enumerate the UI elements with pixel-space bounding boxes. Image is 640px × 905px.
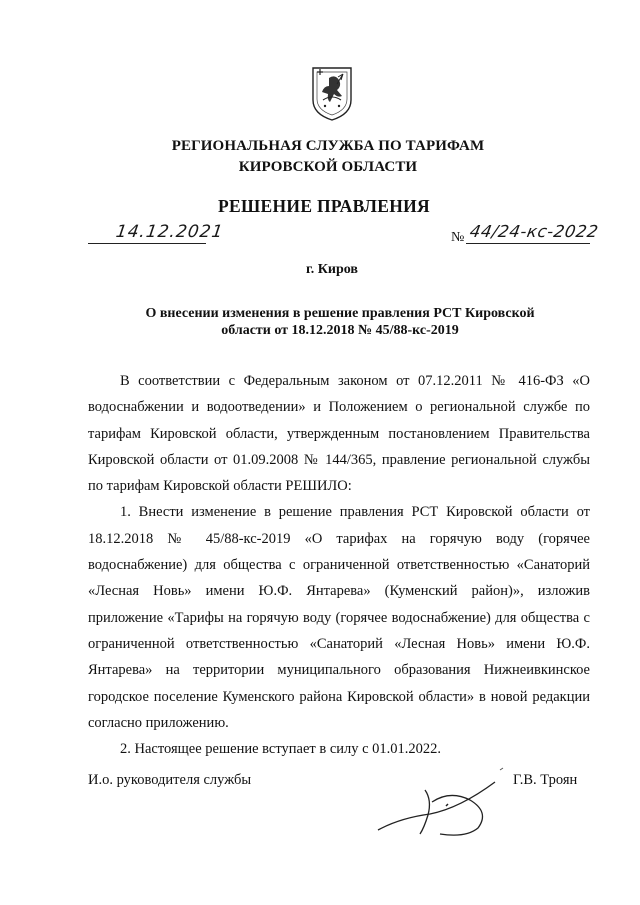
document-title: РЕШЕНИЕ ПРАВЛЕНИЯ bbox=[218, 196, 430, 216]
org-name-line1: РЕГИОНАЛЬНАЯ СЛУЖБА ПО ТАРИФАМ bbox=[171, 138, 485, 154]
org-name-line2: КИРОВСКОЙ ОБЛАСТИ bbox=[238, 159, 418, 175]
item-2-paragraph: 2. Настоящее решение вступает в силу с 01.01.2022. bbox=[120, 741, 442, 758]
signer-title: И.о. руководителя службы bbox=[88, 772, 252, 788]
document-date: 14.12.2021 bbox=[114, 222, 225, 242]
document-city: г. Киров bbox=[306, 262, 358, 277]
intro-paragraph: В соответствии с Федеральным законом от 07.12.2011 № 416-ФЗ «О водоснабжении и водоотведении» и Положением о региональной службе по тарифам Кировской области, утвержденным постановлением Правительства Кировской области от 01.09.2008 № 144/365, правление региональной службы по тарифам Кировской области РЕШИЛО: bbox=[88, 373, 590, 495]
document-number: 44/24-кс-2022 bbox=[468, 222, 600, 241]
signer-name: Г.В. Троян bbox=[513, 772, 578, 788]
item-1-paragraph: 1. Внести изменение в решение правления РСТ Кировской области от 18.12.2018 № 45/88-кс-2019 «О тарифах на горячую воду (горячее водоснабжение) для общества с ограниченной ответственностью «Санаторий «Лесная Новь» имени Ю.Ф. Янтарева» (Куменский район)», изложив приложение «Тарифы на горячую воду (горячее водоснабжение) для общества с ограниченной ответственностью «Санаторий «Лесная Новь» имени Ю.Ф. Янтарева» на территории муниципального образования Нижнеивкинское городское поселение Куменского района Кировской области» в новой редакции согласно приложению. bbox=[88, 504, 590, 731]
number-sign: № bbox=[451, 230, 465, 245]
number-underline bbox=[466, 243, 590, 244]
document-subject: О внесении изменения в решение правления РСТ Кировской области от 18.12.2018 № 45/88-кс-2019 bbox=[145, 306, 535, 338]
date-underline bbox=[88, 243, 206, 244]
document-body bbox=[88, 368, 590, 762]
handwritten-signature bbox=[370, 760, 520, 860]
coat-of-arms-icon bbox=[309, 64, 355, 122]
